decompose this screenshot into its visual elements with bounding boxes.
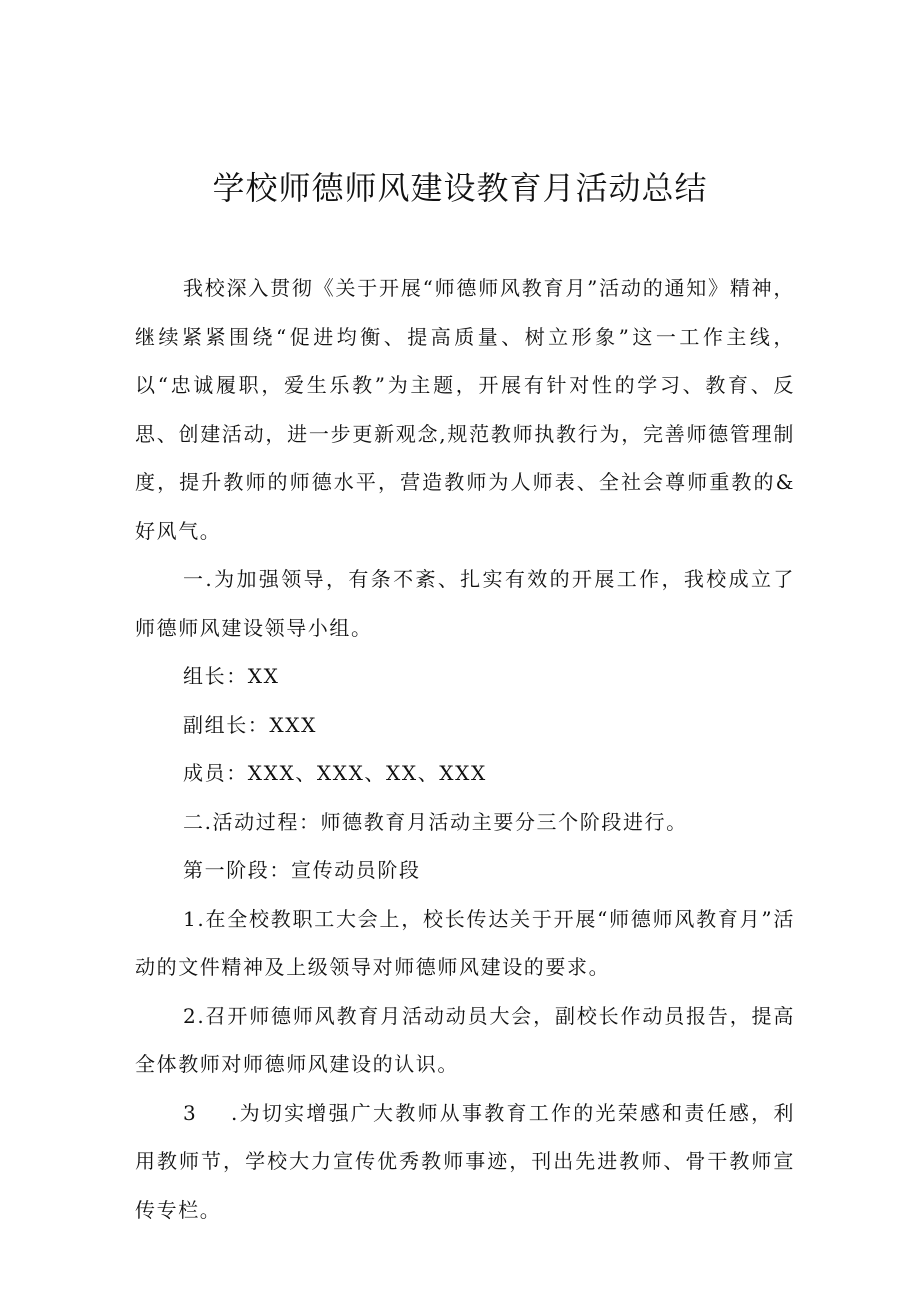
- members-line: 成员：XXX、XXX、XX、XXX: [183, 761, 487, 785]
- list-item-number: 3: [183, 1100, 198, 1125]
- list-item-text: .为切实增强广大教师从事教育工作的光荣感和责任感，利用教师节，学校大力宣传优秀教师事迹，刊出先进教师、骨干教师宣传专栏。: [135, 1100, 795, 1222]
- list-item: [135, 1089, 795, 1235]
- list-item: 1.在全校教职工大会上，校长传达关于开展“师德师风教育月”活动的文件精神及上级领导对师德师风建设的要求。: [135, 906, 795, 979]
- group-leader-line: 组长：XX: [183, 664, 280, 688]
- intro-paragraph: 我校深入贯彻《关于开展“师德师风教育月”活动的通知》精神，继续紧紧围绕“促进均衡、提高质量、树立形象”这一工作主线，以“忠诚履职，爱生乐教”为主题，开展有针对性的学习、教育、反思、创建活动，进一步更新观念,规范教师执教行为，完善师德管理制度，提升教师的师德水平，营造教师为人师表、全社会尊师重教的&好风气。: [135, 276, 795, 543]
- document-title: 学校师德师风建设教育月活动总结: [212, 169, 708, 207]
- vice-leader-line: 副组长：XXX: [183, 712, 317, 737]
- section-two-paragraph: 二.活动过程：师德教育月活动主要分三个阶段进行。: [183, 809, 688, 834]
- stage-one-heading: 第一阶段：宣传动员阶段: [183, 858, 421, 882]
- section-one-paragraph: 一.为加强领导，有条不紊、扎实有效的开展工作，我校成立了师德师风建设领导小组。: [135, 567, 795, 640]
- list-item: 2.召开师德师风教育月活动动员大会，副校长作动员报告，提高全体教师对师德师风建设的认识。: [135, 1003, 795, 1076]
- document-body: [135, 264, 795, 1234]
